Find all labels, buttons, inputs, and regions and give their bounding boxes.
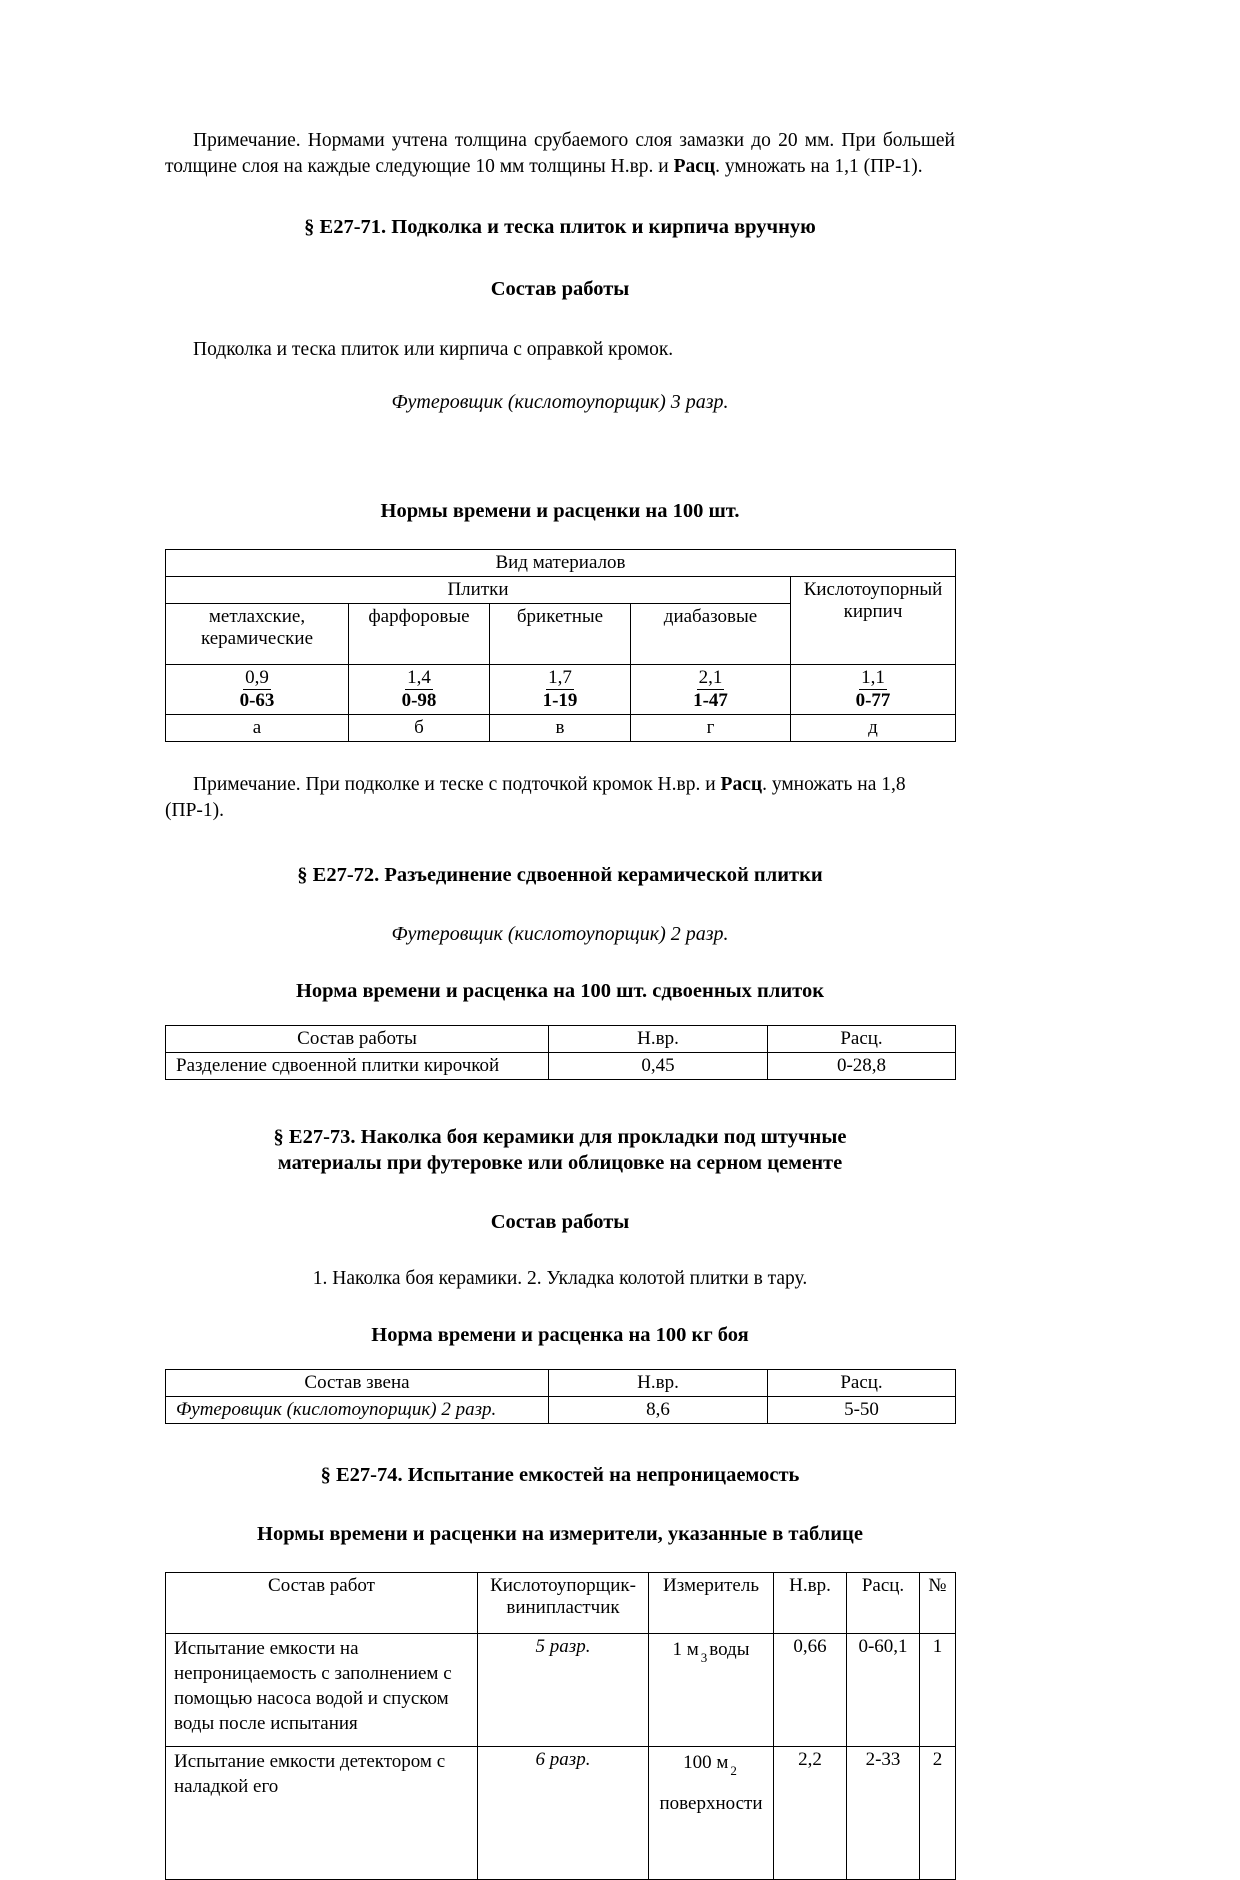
table-row-73 <box>166 1396 956 1423</box>
cell-norm-74-2: 2,2 <box>774 1746 847 1879</box>
cell-measure-74-1 <box>649 1633 774 1746</box>
table-row-header-73 <box>166 1369 956 1396</box>
measure-exponent-74-2: 2 <box>730 1762 737 1778</box>
cell-work-74-1: Испытание емкости на непроницаемость с заполнением с помощью насоса водой и спуском воды после испытания <box>166 1633 478 1746</box>
cell-rate-value-73: 5-50 <box>768 1396 956 1423</box>
value-norm-a: 0,9 <box>245 667 269 689</box>
cell-value-g <box>631 665 791 715</box>
cell-header-sostav-raboty: Состав работы <box>166 1025 549 1052</box>
table-norms-71 <box>165 549 956 742</box>
cell-col-metlahskie: метлахские, керамические <box>166 604 349 665</box>
cell-index-b: б <box>349 715 490 742</box>
value-rate-a: 0-63 <box>239 690 275 712</box>
measure-pre-74-1: 1 м <box>672 1638 699 1660</box>
cell-header-sostav-rabot: Состав работ <box>166 1572 478 1633</box>
cell-rate-value: 0-28,8 <box>768 1052 956 1079</box>
cell-norm-74-1: 0,66 <box>774 1633 847 1746</box>
note-top-part-b: . умножать на 1,1 (ПР-1). <box>715 155 923 177</box>
value-norm-g: 2,1 <box>698 667 723 689</box>
cell-vid-materialov: Вид материалов <box>166 550 956 577</box>
cell-col-briketnye: брикетные <box>490 604 631 665</box>
note-top <box>165 128 955 180</box>
table-row-72 <box>166 1052 956 1079</box>
cell-header-kislotoupor-viniplast: Кислотоупорщик-винипластчик <box>478 1572 649 1633</box>
cell-header-rasc: Расц. <box>768 1025 956 1052</box>
body-text-71: Подколка и теска плиток или кирпича с оправкой кромок. <box>193 339 674 361</box>
value-norm-b: 1,4 <box>407 667 431 689</box>
cell-index-g: г <box>631 715 791 742</box>
heading-section-e27-74: § Е27-74. Испытание емкостей на непроницаемость <box>320 1463 800 1486</box>
cell-group-kislotoupornyi-kirpich: Кислотоупорный кирпич <box>791 577 956 665</box>
note-middle-part-b: . умножать на 1,8 (ПР-1). <box>165 774 906 822</box>
table-norms-72 <box>165 1025 956 1080</box>
document-content <box>165 128 955 1880</box>
table-row-groups <box>166 577 956 604</box>
note-middle <box>165 772 955 824</box>
table-row-index <box>166 715 956 742</box>
cell-grade-74-2: 6 разр. <box>478 1746 649 1879</box>
worker-grade-72: Футеровщик (кислотоупорщик) 2 разр. <box>391 922 729 945</box>
table-norms-73 <box>165 1369 956 1424</box>
cell-value-b <box>349 665 490 715</box>
value-rate-v: 1-19 <box>542 690 578 712</box>
table-row-span-title <box>166 550 956 577</box>
cell-header-sostav-zvena: Состав звена <box>166 1369 549 1396</box>
cell-col-farforovye: фарфоровые <box>349 604 490 665</box>
body-text-73: 1. Наколка боя керамики. 2. Укладка колотой плитки в тару. <box>312 1267 808 1289</box>
cell-norm-value: 0,45 <box>549 1052 768 1079</box>
cell-crew-description: Футеровщик (кислотоупорщик) 2 разр. <box>166 1396 549 1423</box>
cell-grade-74-1: 5 разр. <box>478 1633 649 1746</box>
table-norms-74 <box>165 1572 956 1880</box>
note-middle-part-a: Примечание. При подколке и теске с подточкой кромок Н.вр. и <box>193 774 721 796</box>
note-middle-bold: Расц <box>720 774 763 796</box>
cell-index-d: д <box>791 715 956 742</box>
cell-work-74-2: Испытание емкости детектором с наладкой его <box>166 1746 478 1879</box>
table-title-71: Нормы времени и расценки на 100 шт. <box>380 500 740 523</box>
table-title-73: Норма времени и расценка на 100 кг боя <box>371 1323 749 1346</box>
cell-header-nvr-74: Н.вр. <box>774 1572 847 1633</box>
subheading-sostav-raboty-71: Состав работы <box>490 278 630 301</box>
table-row-header-74 <box>166 1572 956 1633</box>
cell-header-nvr-73: Н.вр. <box>549 1369 768 1396</box>
cell-index-v: в <box>490 715 631 742</box>
value-rate-d: 0-77 <box>855 690 891 712</box>
table-row-header-72 <box>166 1025 956 1052</box>
measure-exponent-74-1: 3 <box>700 1649 708 1665</box>
cell-rate-74-1: 0-60,1 <box>847 1633 920 1746</box>
heading-section-e27-71: § Е27-71. Подколка и теска плиток и кирпича вручную <box>304 215 816 238</box>
subheading-sostav-raboty-73: Состав работы <box>490 1210 630 1233</box>
cell-number-74-2: 2 <box>920 1746 956 1879</box>
cell-header-number: № <box>920 1572 956 1633</box>
cell-value-a <box>166 665 349 715</box>
measure-line2-74-2: поверхности <box>659 1793 763 1815</box>
heading-section-e27-72: § Е27-72. Разъединение сдвоенной керамической плитки <box>297 864 823 887</box>
note-top-bold: Расц <box>673 155 716 177</box>
note-top-part-a: Примечание. Нормами учтена толщина срубаемого слоя замазки до 20 мм. При большей толщине слоя на каждые следующие 10 мм толщины Н.вр. и <box>165 130 955 177</box>
cell-work-description: Разделение сдвоенной плитки кирочкой <box>166 1052 549 1079</box>
value-rate-g: 1-47 <box>693 690 728 712</box>
value-norm-d: 1,1 <box>861 667 885 689</box>
heading-section-e27-73-line1: § Е27-73. Наколка боя керамики для прокладки под штучные <box>273 1125 847 1148</box>
value-rate-b: 0-98 <box>401 690 437 712</box>
heading-section-e27-73-line2: материалы при футеровке или облицовке на серном цементе <box>277 1152 843 1175</box>
cell-value-d <box>791 665 956 715</box>
cell-measure-74-2 <box>649 1746 774 1879</box>
table-row-values <box>166 665 956 715</box>
value-norm-v: 1,7 <box>548 667 572 689</box>
measure-pre-74-2: 100 м <box>683 1751 729 1773</box>
cell-rate-74-2: 2-33 <box>847 1746 920 1879</box>
cell-header-rasc-73: Расц. <box>768 1369 956 1396</box>
cell-col-diabazovye: диабазовые <box>631 604 791 665</box>
cell-value-v <box>490 665 631 715</box>
cell-group-plitki: Плитки <box>166 577 791 604</box>
table-title-72: Норма времени и расценка на 100 шт. сдвоенных плиток <box>295 979 825 1002</box>
cell-index-a: а <box>166 715 349 742</box>
table-row-74-2 <box>166 1746 956 1879</box>
measure-post-74-1: воды <box>709 1638 750 1660</box>
cell-norm-value-73: 8,6 <box>549 1396 768 1423</box>
worker-grade-71: Футеровщик (кислотоупорщик) 3 разр. <box>391 391 729 414</box>
cell-header-nvr: Н.вр. <box>549 1025 768 1052</box>
table-row-74-1 <box>166 1633 956 1746</box>
cell-header-izmeritel: Измеритель <box>649 1572 774 1633</box>
cell-number-74-1: 1 <box>920 1633 956 1746</box>
cell-header-rasc-74: Расц. <box>847 1572 920 1633</box>
table-title-74: Нормы времени и расценки на измерители, указанные в таблице <box>257 1522 863 1545</box>
